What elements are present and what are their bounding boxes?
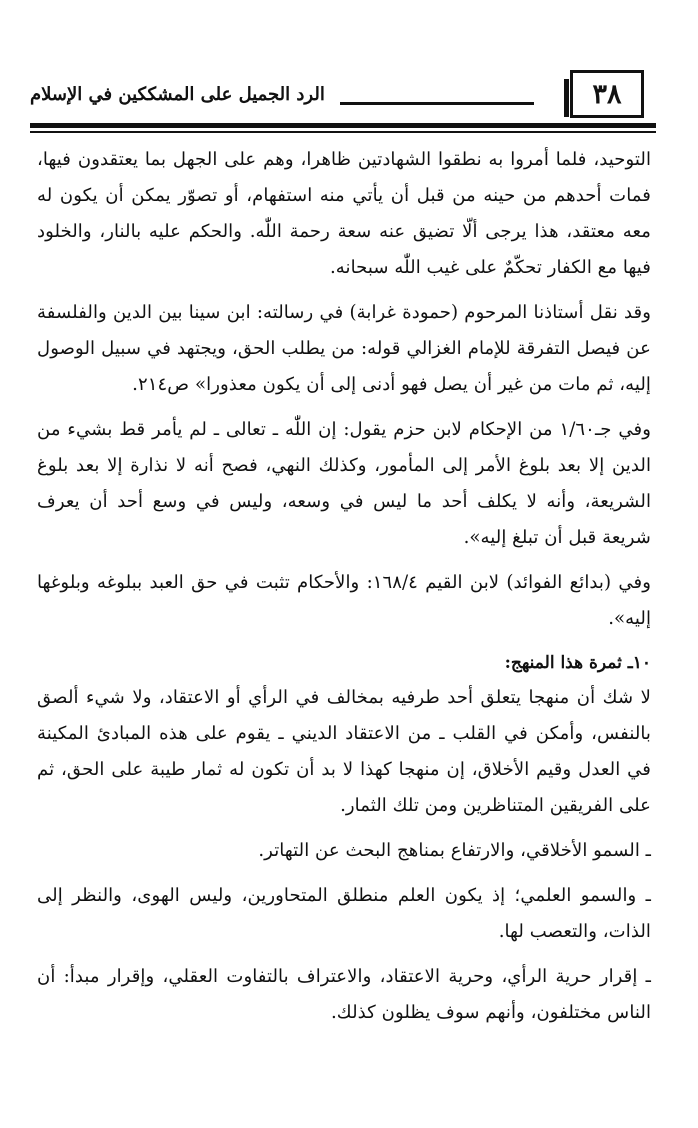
header-rule-thick — [30, 123, 656, 128]
running-title: الرد الجميل على المشككين في الإسلام — [30, 84, 325, 105]
paragraph-tawhid: التوحيد، فلما أمروا به نطقوا الشهادتين ظاهرا، وهم على الجهل بما يعتقدون فيها، فمات أحدهم من حينه من قبل أن يأتي منه استفهام، أو تصوّر يمكن أن يكون له معه معتقد، هذا يرجى ألّا تضيق عنه سعة رحمة اللّٰه. والحكم عليه بالنار، والخلود فيها مع الكفار تحكّمٌ على غيب اللّٰه سبحانه. — [37, 149, 651, 278]
fruit-item: ـ والسمو العلمي؛ إذ يكون العلم منطلق المتحاورين، وليس الهوى، والنظر إلى الذات، والتعصب لها. — [37, 885, 651, 942]
fruit-item: ـ السمو الأخلاقي، والارتفاع بمناهج البحث عن التهاتر. — [258, 840, 651, 861]
section-heading: ١٠ـ ثمرة هذا المنهج: — [504, 653, 651, 673]
paragraph-ibn-hazm-quote: وفي جـ١/٦٠ من الإحكام لابن حزم يقول: إن اللّٰه ـ تعالى ـ لم يأمر قط بشيء من الدين إلا بعد بلوغ الأمر إلى المأمور، وكذلك النهي، فصح أنه لا نذارة إلا بعد بلوغ الشريعة، وأنه لا يكلف أحد ما ليس في وسعه، وليس في وسع أحد أن يعرف شريعة قبل أن تبلغ إليه». — [37, 419, 651, 548]
paragraph-ghazali-quote: وقد نقل أستاذنا المرحوم (حمودة غرابة) في رسالته: ابن سينا بين الدين والفلسفة عن فيصل التفرقة للإمام الغزالي قوله: من يطلب الحق، ويجتهد في سبيل الوصول إليه، ثم مات من غير أن يصل فهو أدنى إلى أن يكون معذورا» ص٢١٤. — [37, 302, 651, 395]
header-rule-thin — [30, 131, 656, 133]
page-header — [30, 70, 650, 120]
header-dash-rule — [340, 102, 534, 105]
fruit-item: ـ إقرار حرية الرأي، وحرية الاعتقاد، والاعتراف بالتفاوت العقلي، وإقرار مبدأ: أن الناس مختلفون، وأنهم سوف يظلون كذلك. — [37, 966, 651, 1023]
section-paragraph: لا شك أن منهجا يتعلق أحد طرفيه بمخالف في الرأي أو الاعتقاد، ولا شيء ألصق بالنفس، وأمكن في القلب ـ من الاعتقاد الديني ـ يقوم على هذه المبادئ المكينة في العدل وقيم الأخلاق، إن منهجا كهذا لا بد أن تكون له ثمار طيبة على الحق، ثم على الفريقين المتناظرين ومن تلك الثمار. — [37, 687, 651, 816]
page-number: ٣٨ — [570, 70, 644, 118]
page-body — [37, 142, 651, 1040]
paragraph-ibn-qayyim-quote: وفي (بدائع الفوائد) لابن القيم ١٦٨/٤: والأحكام تثبت في حق العبد ببلوغه وبلوغها إليه». — [37, 572, 651, 629]
